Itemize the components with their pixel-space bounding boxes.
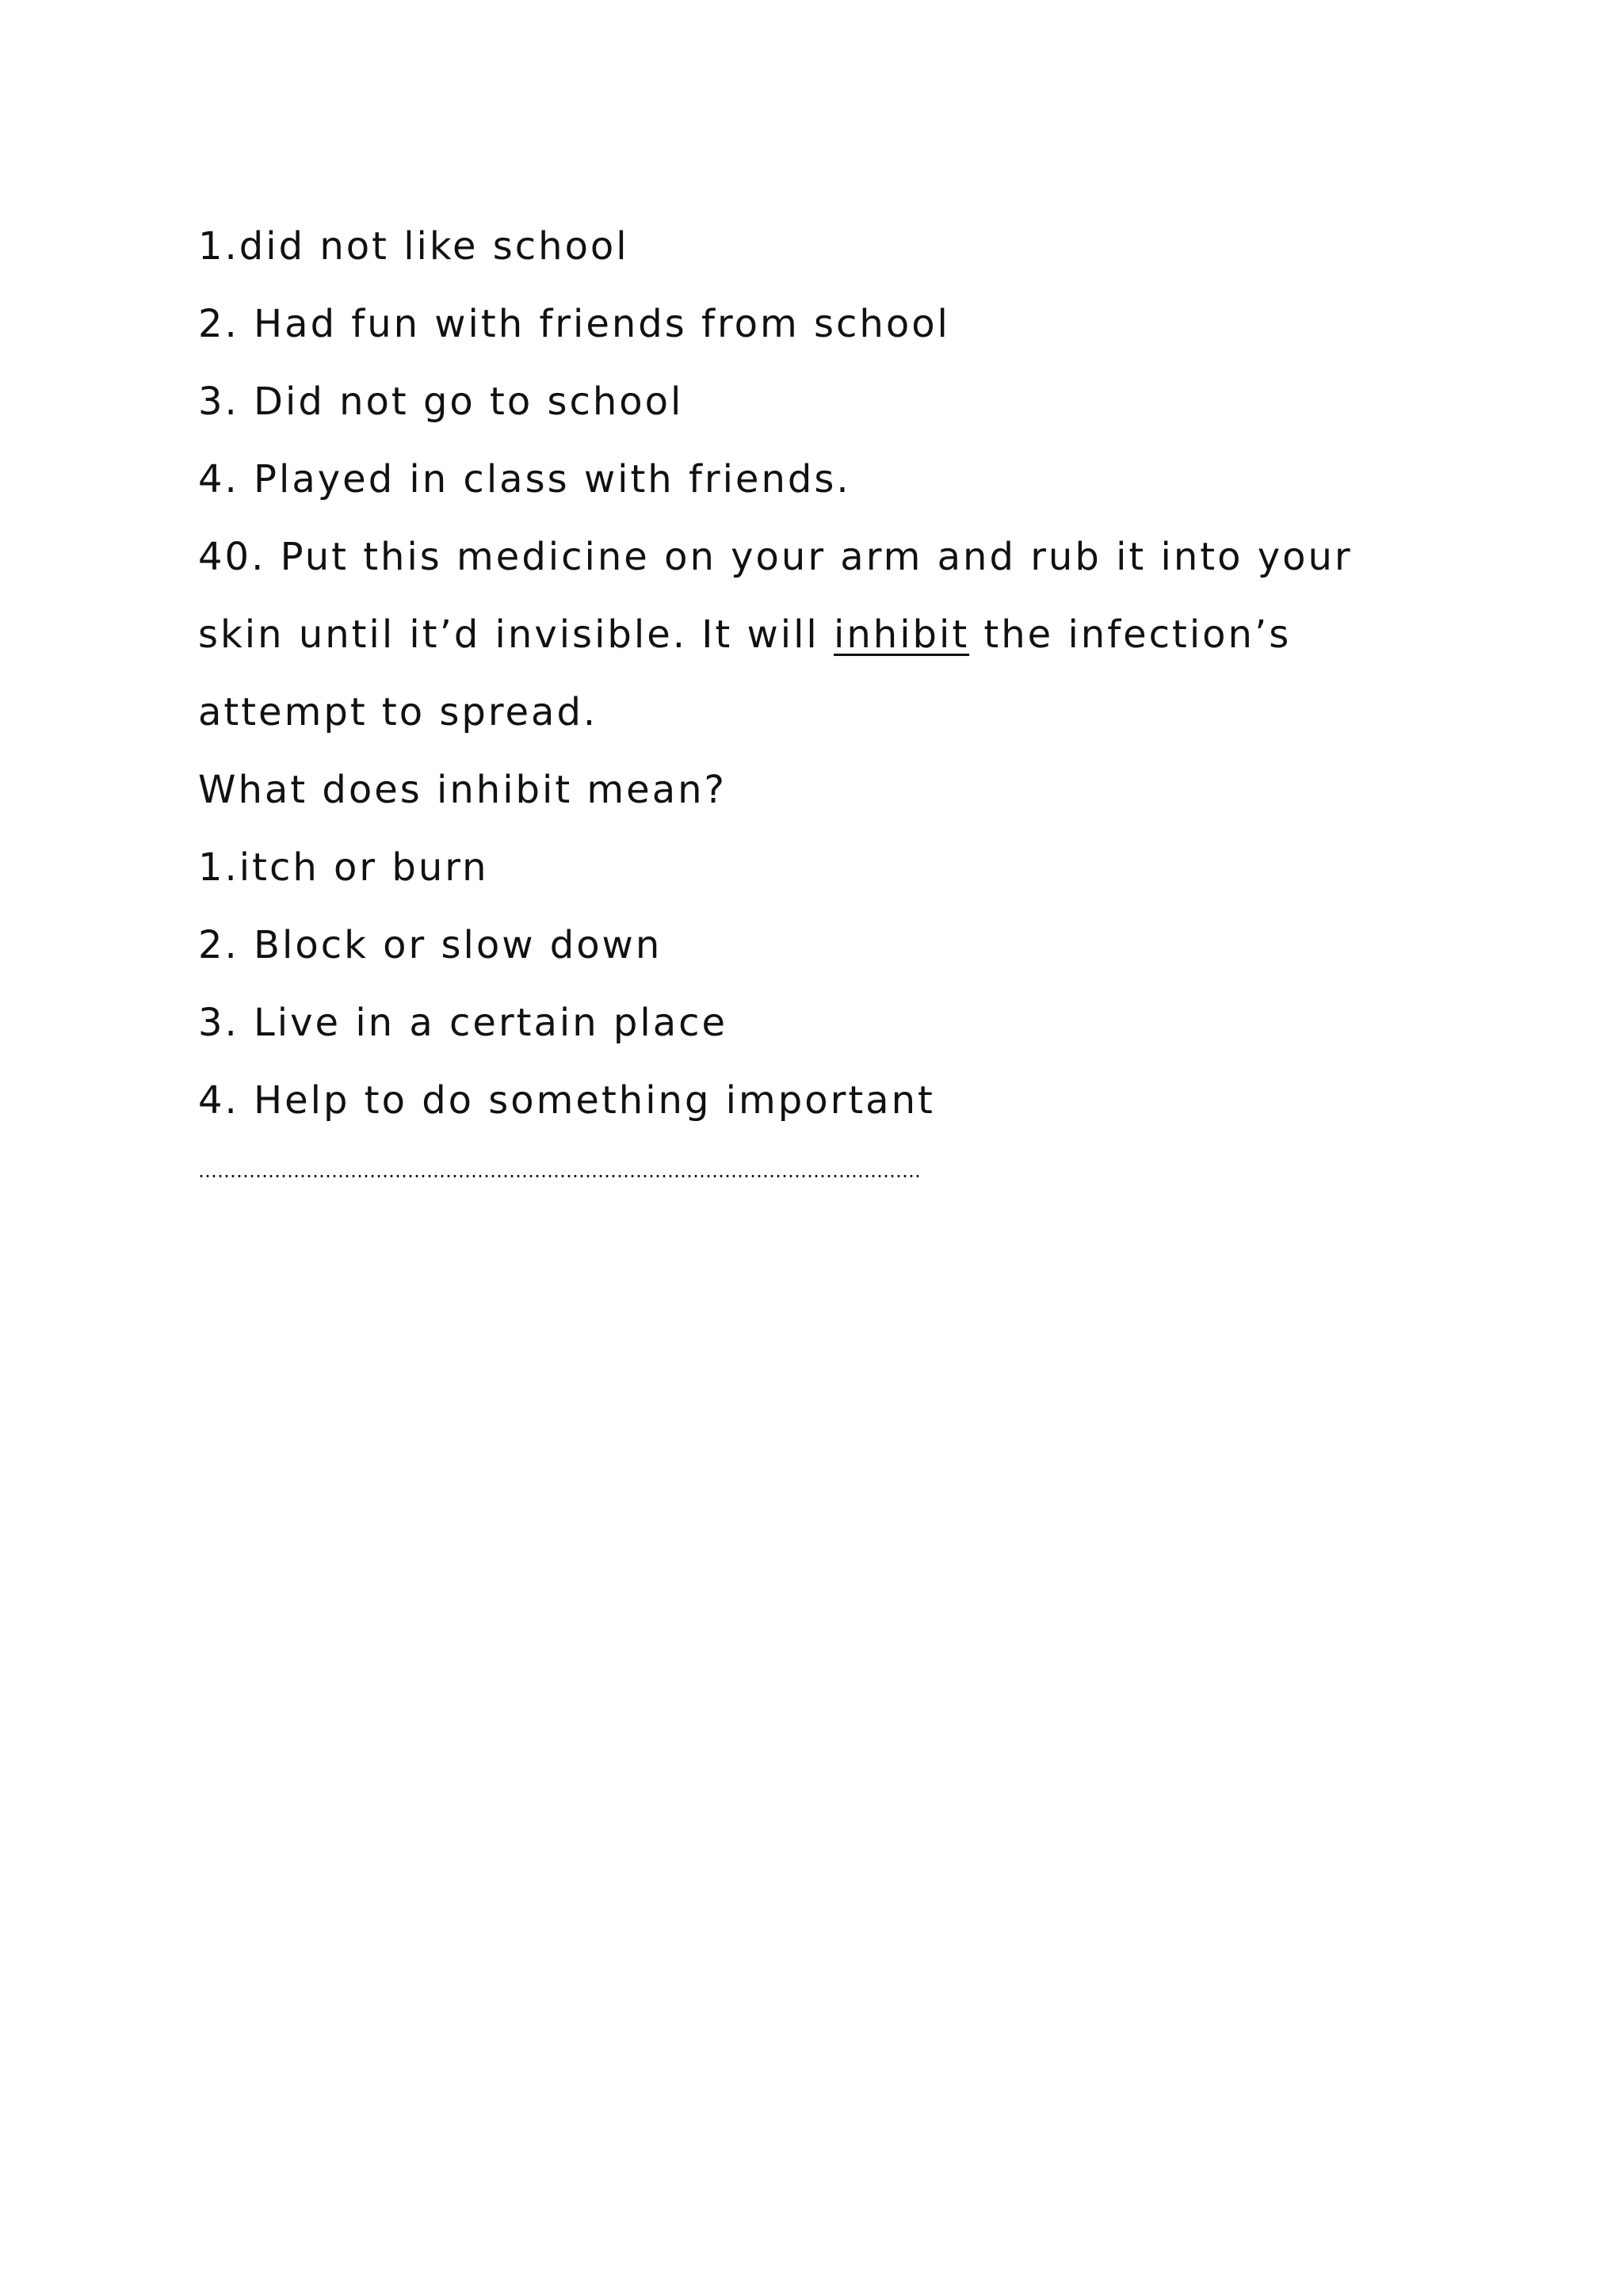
question-text-before-keyword: skin until it’d invisible. It will xyxy=(198,612,834,657)
previous-option-4: 4. Played in class with friends. xyxy=(198,457,851,502)
previous-option-1: 1.did not like school xyxy=(198,224,629,269)
option-3: 3. Live in a certain place xyxy=(198,1001,728,1045)
previous-option-2: 2. Had fun with friends from school xyxy=(198,302,950,346)
option-1: 1.itch or burn xyxy=(198,845,489,890)
question-text-line-2 xyxy=(198,596,1434,673)
keyword-inhibit: inhibit xyxy=(834,612,970,657)
question-prompt: What does inhibit mean? xyxy=(198,768,727,812)
option-2: 2. Block or slow down xyxy=(198,923,663,967)
answer-line: …………………………………………………………………………………………………… xyxy=(198,1160,921,1182)
previous-option-3: 3. Did not go to school xyxy=(198,379,684,424)
question-text-line-1: 40. Put this medicine on your arm and rub it into your xyxy=(198,535,1353,579)
question-text-after-keyword: the infection’s xyxy=(969,612,1292,657)
option-4: 4. Help to do something important xyxy=(198,1078,935,1123)
document-content xyxy=(198,208,1434,1187)
question-text-line-3: attempt to spread. xyxy=(198,690,598,734)
